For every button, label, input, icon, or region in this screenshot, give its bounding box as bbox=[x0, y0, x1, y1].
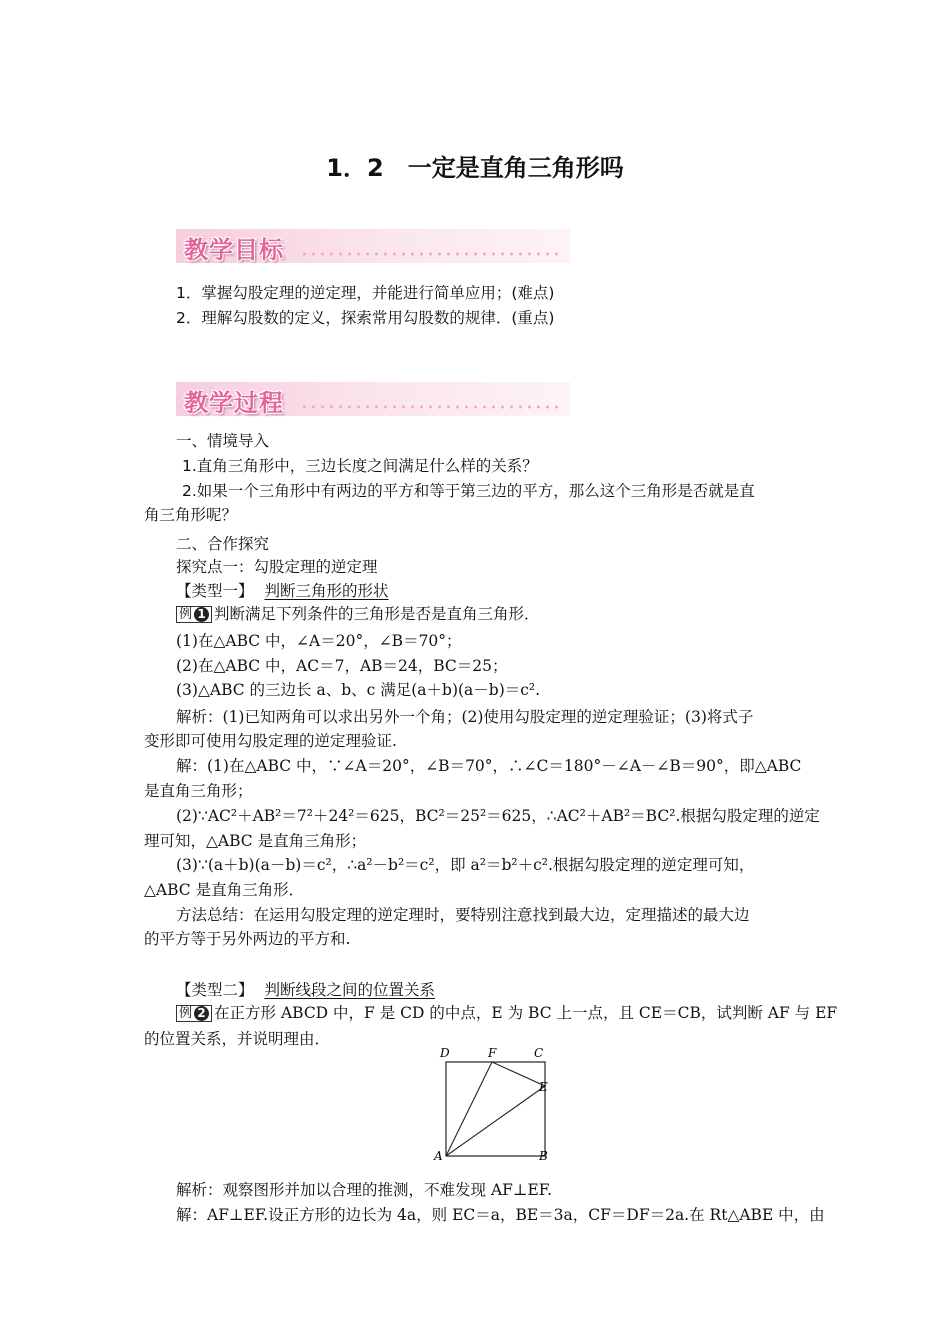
intro-question-2: 2.如果一个三角形中有两边的平方和等于第三边的平方，那么这个三角形是否就是直 bbox=[182, 482, 755, 500]
section-heading-explore: 二、合作探究 bbox=[176, 535, 270, 553]
example-1-item-1: (1)在△ABC 中，∠A＝20°，∠B＝70°； bbox=[176, 632, 462, 650]
vertex-label-d: D bbox=[440, 1046, 450, 1060]
vertex-label-a: A bbox=[434, 1149, 443, 1163]
vertex-label-c: C bbox=[534, 1046, 544, 1060]
vertex-label-b: B bbox=[539, 1149, 548, 1163]
example-badge: 例 1 bbox=[176, 606, 212, 623]
type-2-label: 【类型二】 bbox=[176, 981, 254, 999]
example-1-text: 判断满足下列条件的三角形是否是直角三角形． bbox=[214, 605, 540, 623]
type-1-title: 判断三角形的形状 bbox=[264, 582, 389, 600]
analysis-label: 解析： bbox=[176, 1181, 223, 1199]
vertex-label-e: E bbox=[539, 1080, 548, 1094]
example-number: 1 bbox=[194, 607, 209, 622]
example-1-item-2: (2)在△ABC 中，AC＝7，AB＝24，BC＝25； bbox=[176, 657, 508, 675]
process-banner-label: 教学过程 bbox=[184, 389, 284, 417]
intro-question-2-cont: 角三角形呢？ bbox=[144, 506, 238, 524]
type-1-header bbox=[176, 581, 388, 601]
type-1-label: 【类型一】 bbox=[176, 582, 254, 600]
process-banner bbox=[176, 382, 570, 416]
method-summary bbox=[176, 905, 750, 925]
example-2-solution-1: 解：AF⊥EF.设正方形的边长为 4a，则 EC＝a，BE＝3a，CF＝DF＝2a.在 Rt△ABE 中，由 bbox=[176, 1206, 825, 1224]
goals-banner-label: 教学目标 bbox=[184, 236, 284, 264]
example-1-solution-3: (2)∵AC²＋AB²＝7²＋24²＝625，BC²＝25²＝625，∴AC²＋AB²＝BC².根据勾股定理的逆定 bbox=[176, 807, 820, 825]
method-text: 在运用勾股定理的逆定理时，要特别注意找到最大边，定理描述的最大边 bbox=[253, 906, 750, 924]
example-1-analysis bbox=[176, 707, 753, 727]
example-2-text: 在正方形 ABCD 中，F 是 CD 的中点，E 为 BC 上一点，且 CE＝CB，试判断 AF 与 EF bbox=[214, 1004, 838, 1022]
example-1-solution-6: △ABC 是直角三角形． bbox=[144, 881, 305, 899]
square-abcd bbox=[446, 1062, 545, 1156]
analysis-text: (1)已知两角可以求出另外一个角；(2)使用勾股定理的逆定理验证；(3)将式子 bbox=[222, 708, 754, 726]
analysis-text: 观察图形并加以合理的推测，不难发现 AF⊥EF. bbox=[222, 1181, 553, 1199]
example-2-stem bbox=[176, 1003, 837, 1023]
example-2-stem-cont: 的位置关系，并说明理由． bbox=[144, 1030, 331, 1048]
segment-fe bbox=[492, 1062, 545, 1086]
example-badge: 例 2 bbox=[176, 1005, 212, 1022]
goal-item-2: 2．理解勾股数的定义，探索常用勾股数的规律．(重点) bbox=[176, 309, 555, 327]
square-figure bbox=[430, 1042, 560, 1166]
example-2-analysis bbox=[176, 1180, 552, 1200]
type-2-header bbox=[176, 980, 435, 1000]
example-1-analysis-cont: 变形即可使用勾股定理的逆定理验证. bbox=[144, 732, 397, 750]
intro-question-1: 1.直角三角形中，三边长度之间满足什么样的关系？ bbox=[182, 457, 538, 475]
example-number: 2 bbox=[194, 1006, 209, 1021]
segment-ae bbox=[446, 1086, 545, 1156]
section-heading-intro: 一、情境导入 bbox=[176, 432, 270, 450]
page-title: 1．2 一定是直角三角形吗 bbox=[326, 154, 624, 182]
example-1-solution-5: (3)∵(a＋b)(a－b)＝c²，∴a²－b²＝c²，即 a²＝b²＋c².根据勾股定理的逆定理可知， bbox=[176, 856, 755, 874]
example-1-solution-4: 理可知，△ABC 是直角三角形； bbox=[144, 832, 367, 850]
segment-af bbox=[446, 1062, 492, 1156]
banner-dots bbox=[300, 251, 558, 257]
example-1-item-3: (3)△ABC 的三边长 a、b、c 满足(a＋b)(a－b)＝c². bbox=[176, 681, 541, 699]
banner-dots bbox=[300, 404, 558, 410]
example-1-solution-2: 是直角三角形； bbox=[144, 782, 253, 800]
method-label: 方法总结： bbox=[176, 906, 254, 924]
type-2-title: 判断线段之间的位置关系 bbox=[264, 981, 435, 999]
vertex-label-f: F bbox=[488, 1046, 497, 1060]
example-1-stem bbox=[176, 604, 540, 624]
analysis-label: 解析： bbox=[176, 708, 223, 726]
method-summary-cont: 的平方等于另外两边的平方和. bbox=[144, 930, 351, 948]
goal-item-1: 1．掌握勾股定理的逆定理，并能进行简单应用；(难点) bbox=[176, 284, 555, 302]
explore-point-1: 探究点一：勾股定理的逆定理 bbox=[176, 558, 378, 576]
example-1-solution-1: 解：(1)在△ABC 中，∵∠A＝20°，∠B＝70°，∴∠C＝180°－∠A－∠B＝90°，即△ABC bbox=[176, 757, 802, 775]
goals-banner bbox=[176, 229, 570, 263]
